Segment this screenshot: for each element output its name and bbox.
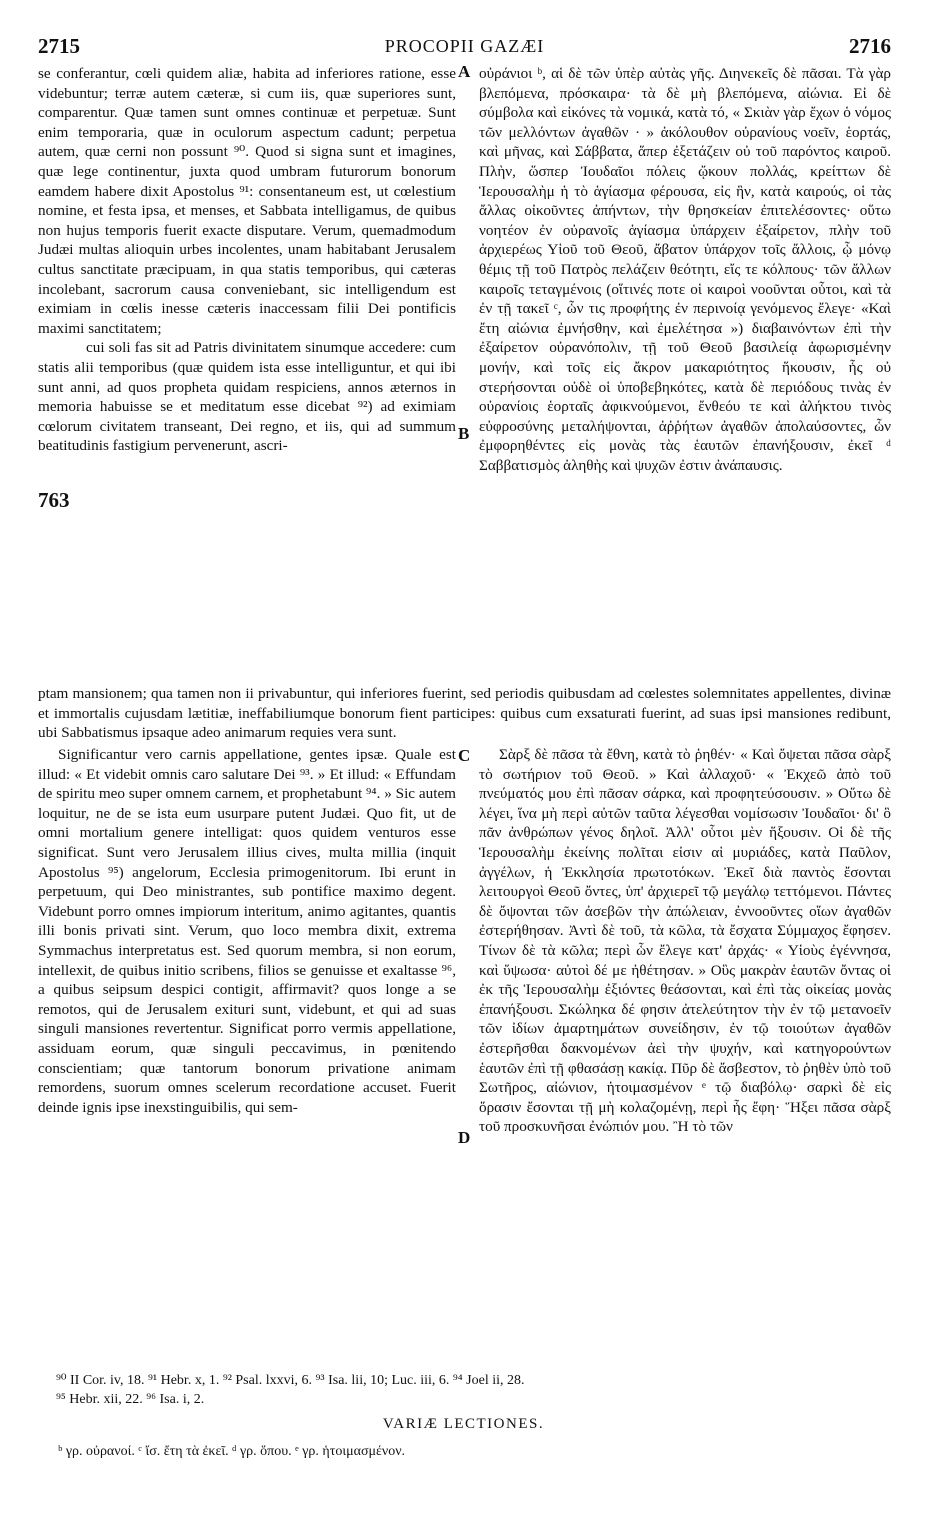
variae-lectiones-line: ᵇ γρ. οὐρανοί. ᶜ ἴσ. ἔτη τὰ ἐκεῖ. ᵈ γρ. ὅπου. ᵉ γρ. ἡτοιμασμένον. <box>58 1444 406 1459</box>
left-column-number: 2715 <box>38 34 80 58</box>
latin-column-top <box>38 64 456 456</box>
right-column-number: 2716 <box>849 34 891 58</box>
latin-paragraph-top-2 <box>38 338 456 456</box>
running-title: PROCOPII GAZÆI <box>384 36 545 56</box>
page-header <box>38 34 891 64</box>
variae-lectiones-title: VARIÆ LECTIONES. <box>382 1416 545 1432</box>
section-marker-d: D <box>458 1128 471 1147</box>
footnotes <box>38 1371 891 1409</box>
greek-column-bottom <box>479 745 891 1137</box>
margin-column-number: 763 <box>38 488 70 512</box>
latin-column-bottom <box>38 745 456 1117</box>
section-marker-c: C <box>458 746 471 765</box>
section-marker-a: A <box>458 62 471 81</box>
greek-column-top <box>479 64 891 475</box>
footnote-line-1: ⁹⁰ II Cor. iv, 18. ⁹¹ Hebr. x, 1. ⁹² Psal. lxxvi, 6. ⁹³ Isa. lii, 10; Luc. iii, 6. ⁹⁴ Joel ii, 28. <box>56 1373 525 1388</box>
section-marker-b: B <box>458 424 470 443</box>
footnote-line-2: ⁹⁵ Hebr. xii, 22. ⁹⁶ Isa. i, 2. <box>56 1392 205 1407</box>
latin-paragraph-top-1: se conferantur, cœli quidem aliæ, habita ad inferiores ratione, esse videbuntur; terræ autem cæteræ, si cum iis, quæ superiores sunt, comparentur. Quæ tamen sunt omnes continuæ et perpetuæ. Sunt enim temporaria, quæ in oculorum aspectum cadunt; perpetua autem, quæ cerni non possunt ⁹⁰. Quod si signa sunt et imagines, quæ lege continentur, juxta quod umbram futurorum bonorum eamdem habere dixit Apostolus ⁹¹: consentaneum est, ut cœlestium nomine, et festa ipsa, et menses, et Sabbata intelligamus, de quibus non hujus temporis fuerit exacte disputare. Verum, quemadmodum Judæi multas alioquin urbes incolentes, unam habitabant Jerusalem cultus sanctitate præcipuam, in qua statis temporibus, qui cæteras incolebant, sacrorum causa conveniebant, sic intelligendum est eximiam in cœlis inesse cæteris inaccessam filii Dei pontificis maximi sanctitatem; <box>38 65 456 337</box>
latin-paragraph-top-2-text: cui soli fas sit ad Patris divinitatem sinumque accedere: cum statis alii temporibus (quæ quidem ista esse intelliguntur, et qui ibi sunt anni, ad quos propheta quidam respiciens, annos æternos in memoria habuisse se et meditatum esse dicebat ⁹²) ad eximiam cœlorum civitatem transeant, Dei regno, et iis, qui ad summum beatitudinis fastigium pervenerunt, ascri- <box>38 339 456 455</box>
latin-paragraph-bottom: Significantur vero carnis appellatione, gentes ipsæ. Quale est illud: « Et videbit omnis caro salutare Dei ⁹³. » Et illud: « Effundam de spiritu meo super omnem carnem, et prophetabunt ⁹⁴. » Sic autem loquitur, ne de se ista eum usurpare putent Judæi. Quo fit, ut de omni mortalium genere intelligat: quos quidem venturos esse significat. Sunt vero Jerusalem illius cives, multa millia (inquit Apostolus ⁹⁵) angelorum, Ecclesia primogenitorum. Ibi erunt in perpetuum, qui Deo ministrantes, sub pontifice maximo degent. Videbunt porro omnes impiorum interitum, animo agitantes, quantis illi bonis privati sint. Verum, quo loco membra dixit, extrema Symmachus interpretatus est. Sed quorum membra, si non eorum, intellexit, de quibus initio scribens, filios se genuisse et exaltasse ⁹⁶, a quibus seipsum despici contigit, affirmavit? quos longe a se remotos, qui de Jerusalem exituri sunt, videbunt, et qui ad suas singuli mansiones revertentur. Significat porro vermis appellatione, assiduam eorum, quæ singuli peccavimus, in pœnitendo conscientiam; quæ tantorum bonorum privatione animam remordens, suorum omnes scelerum recordatione accuset. Fuerit deinde ignis ipse inexstinguibilis, qui sem- <box>38 746 456 1116</box>
greek-paragraph-top: οὐράνιοι ᵇ, αἱ δὲ τῶν ὑπὲρ αὐτὰς γῆς. Διηνεκεῖς δὲ πᾶσαι. Τὰ γὰρ βλεπόμενα, πρόσκαιρα· τὰ δὲ μὴ βλεπόμενα, αἰώνια. Εἰ δὲ σύμβολα καὶ εἰκόνες τὰ νομικά, κατὰ τό, « Σκιὰν γὰρ ἔχων ὁ νόμος τῶν μελλόντων ἀγαθῶν · » ἀκόλουθον οὐρανίους νοεῖν, ἑορτάς, καὶ μῆνας, καὶ Σάββατα, ἅπερ ἐξετάζειν οὐ τοῦ παρόντος καιροῦ. Πλὴν, ὥσπερ Ἰουδαῖοι πόλεις ᾤκουν πολλάς, κρείττων δὲ Ἱερουσαλὴμ ἡ τὸ ἁγίασμα φέρουσα, εἰς ἣν, κατὰ καιρούς, οἱ τὰς ἄλλας οἰκοῦντες ἀπήντων, τὴν θρησκείαν ἐπιτελέσοντες· οὕτω νοητέον ἐν οὐρανοῖς ἁγίασμα ὑπάρχειν ἐξαίρετον, πλὴν τοῦ ἀρχιερέως Υἱοῦ τοῦ Θεοῦ, ἄβατον ὑπάρχον τοῖς ἄλλοις, ᾧ μόνῳ θέμις τῇ τοῦ Πατρὸς πελάζειν θεότητι, εἴς τε κόλπους· τῶν ἄλλων καιροῖς τεταγμένοις (οἵτινές ποτε οἱ καιροὶ νοοῦνται οὗτοι, καὶ τὰ ἐν τῇ τακεῖ ᶜ, ὧν τις προφήτης ἐν περινοίᾳ γενόμενος ἔλεγε· «Καὶ ἔτη αἰώνια ἐμνήσθην, καὶ ἐμελέτησα ») διαβαινόντων ἐπὶ τὴν ἐξαίρετον οὐρανόπολιν, τῇ τοῦ Θεοῦ βασιλείᾳ ἀφωρισμένην μονήν, καὶ τοῖς εἰς ἄκρον μακαριότητος ἥκουσιν, ἧς οὐ στερήσονται οὐδὲ οἱ ὑποβεβηκότες, κατὰ δὲ περιόδους τινὰς ἐν οὐρανίοις ἑορταῖς ἀφικνούμενοι, ἔνθεόυ τε καὶ ἀλήκτου τινὸς εὐφροσύνης μεταλήψονται, ἀῤῥήτων ἀγαθῶν ἀπολαύσοντες, ὧν ἐμφορηθέντες εἰς μονὰς τὰς ἑαυτῶν ἐπανήξουσιν, ἐκεῖ ᵈ Σαββατισμὸς ἀληθὴς καὶ ψυχῶν ἐστιν ἀνάπαυσις. <box>479 65 891 474</box>
greek-paragraph-bottom: Σὰρξ δὲ πᾶσα τὰ ἔθνη, κατὰ τὸ ῥηθέν· « Καὶ ὄψεται πᾶσα σὰρξ τὸ σωτήριον τοῦ Θεοῦ. » Καὶ ἀλλαχοῦ· « Ἐκχεῶ ἀπὸ τοῦ πνεύματός μου ἐπὶ πᾶσαν σάρκα, καὶ προφητεύσουσιν. » Οὕτω δὲ λέγει, ἵνα μὴ περὶ αὐτῶν ταῦτα λέγεσθαι νομίσωσιν Ἰουδαῖοι· δι' ὃ πᾶν ἀνθρώπων γένος δηλοῖ. Ἀλλ' οὗτοι μὲν ἥξουσιν. Οἱ δὲ τῆς Ἱερουσαλὴμ ἐκείνης πολῖται εἰσιν αἱ μυριάδες, κατὰ Παῦλον, ἀγγέλων, ἡ Ἐκκλησία πρωτοτόκων. Ἐκεῖ διὰ παντὸς ἔσονται λειτουργοὶ Θεοῦ ὄντες, ὑπ' ἀρχιερεῖ τῷ μεγάλῳ τεττόμενοι. Πάντες δὲ ὄψονται τῶν ἀσεβῶν τὴν ἀπώλειαν, ἐννοοῦντες οἵων ἀγαθῶν ἐστερήθησαν. Ἀντὶ δὲ τοῦ, τὰ κῶλα, τὰ ἔσχατα Σύμμαχος ἔφησεν. Τίνων δὲ τὰ κῶλα; περὶ ὧν ἔλεγε κατ' ἀρχάς· « Υἱοὺς ἐγέννησα, καὶ ὕψωσα· αὐτοὶ δέ με ἠθέτησαν. » Οὓς μακρὰν ἑαυτῶν ὄντας οἱ ἐκ τῆς Ἱερουσαλὴμ ἐξιόντες θεάσονται, καὶ ἐπὶ τὰς οἰκείας μονὰς ἐπανήξουσι. Σκώληκα δέ φησιν ἀτελεύτητον τὴν ἐν τῷ μετανοεῖν τῶν ἰδίων ἁμαρτημάτων συνείδησιν, ἐν τῷ τοιούτων ἀγαθῶν ἐστερῆσθαι δακνομένων ἀεὶ τὴν ψυχήν, καὶ κατηγορούντων ἑαυτῶν ἐπὶ τῇ φθασάσῃ κακίᾳ. Πῦρ δὲ ἄσβεστον, τὸ ῥηθὲν ὑπὸ τοῦ Σωτῆρος, αἰώνιον, ἡτοιμασμένον ᵉ τῷ διαβόλῳ· σαρκὶ δὲ εἰς ὅρασιν ἔσονται τῇ μὴ κολαζομένῃ, περὶ ἧς ἔφη· Ἥξει πᾶσα σὰρξ τοῦ προσκυνῆσαι ἐνώπιόν μου. Ἢ τὸ τῶν <box>479 746 891 1136</box>
full-width-paragraph: ptam mansionem; qua tamen non ii privabuntur, qui inferiores fuerint, sed periodis quibusdam ad cœlestes solemnitates appellentes, divinæ et immortalis cujusdam lætitiæ, ineffabiliumque bonorum fient participes: quibus cum exsaturati fuerint, ad suas ipsi mansiones redibunt, ubi Sabbatismus ipsaque adeo animarum requies vera sunt. <box>38 685 891 742</box>
